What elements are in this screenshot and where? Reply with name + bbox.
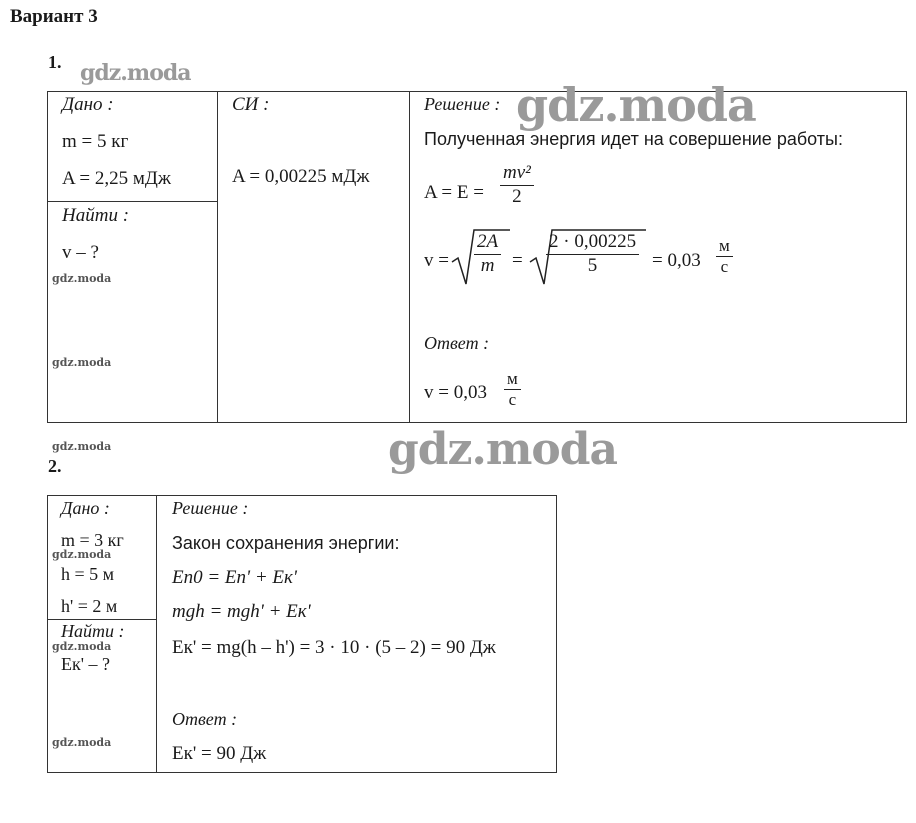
- given-work: A = 2,25 мДж: [62, 168, 171, 189]
- given-height: h = 5 м: [61, 564, 115, 584]
- solution-label: Решение :: [424, 94, 501, 114]
- fraction-denominator: m: [480, 254, 495, 276]
- sqrt-fraction: [474, 231, 501, 278]
- find-velocity: v – ?: [62, 242, 99, 263]
- unit-denominator: с: [720, 257, 729, 277]
- find-kinetic-energy: Eк' – ?: [61, 654, 110, 674]
- watermark-small: gdz.moda: [52, 548, 112, 561]
- fraction-numerator: 2 · 0,00225: [546, 231, 639, 255]
- velocity-result: = 0,03: [652, 250, 701, 271]
- task1-number: 1.: [48, 52, 62, 72]
- fraction-denominator: 2: [512, 185, 522, 207]
- given-mass: m = 5 кг: [62, 131, 129, 152]
- equation-energy-fraction: [500, 162, 534, 209]
- unit-numerator: м: [504, 369, 521, 390]
- given-label: Дано :: [62, 94, 114, 115]
- fraction-numerator: 2A: [474, 231, 501, 255]
- equation-energy: A = E =: [424, 182, 484, 203]
- watermark-logo: gdz.moda: [516, 78, 756, 132]
- fraction-denominator: 5: [587, 254, 598, 276]
- page-title: Вариант 3: [10, 6, 98, 27]
- find-label: Найти :: [62, 205, 130, 226]
- answer-unit: [504, 369, 521, 411]
- watermark-small: gdz.moda: [52, 640, 112, 653]
- task2-divider: [47, 619, 157, 620]
- si-work: A = 0,00225 мДж: [232, 166, 370, 187]
- sqrt-fraction: [546, 231, 639, 278]
- equation-velocity-label: v =: [424, 250, 449, 271]
- given-label: Дано :: [61, 498, 110, 518]
- equation-result: Eк' = mg(h – h') = 3 · 10 · (5 – 2) = 90 Дж: [172, 637, 496, 658]
- answer-label: Ответ :: [424, 333, 490, 353]
- watermark-logo: gdz.moda: [80, 60, 191, 86]
- unit-numerator: м: [716, 236, 733, 257]
- equation-energy-conservation: Eп0 = Eп' + Eк': [172, 567, 297, 588]
- unit-denominator: с: [508, 390, 517, 410]
- solution-text: Полученная энергия идет на совершение работы:: [424, 129, 843, 149]
- equals-sign: =: [512, 250, 523, 271]
- answer-label: Ответ :: [172, 709, 238, 729]
- solution-label: Решение :: [172, 498, 249, 518]
- velocity-unit: [716, 236, 733, 278]
- given-height-final: h' = 2 м: [61, 596, 118, 616]
- task2-number: 2.: [48, 456, 62, 476]
- watermark-small: gdz.moda: [52, 272, 112, 285]
- find-label: Найти :: [61, 621, 125, 641]
- watermark-small: gdz.moda: [52, 356, 112, 369]
- task1-divider: [217, 91, 218, 423]
- fraction-numerator: mv²: [500, 162, 534, 186]
- task1-divider: [409, 91, 410, 423]
- law-text: Закон сохранения энергии:: [172, 533, 400, 553]
- task2-divider: [156, 495, 157, 773]
- si-label: СИ :: [232, 94, 270, 115]
- equation-substituted: mgh = mgh' + Eк': [172, 601, 311, 622]
- watermark-small: gdz.moda: [52, 440, 112, 453]
- answer-value: Eк' = 90 Дж: [172, 743, 267, 764]
- answer-value: v = 0,03: [424, 382, 487, 403]
- watermark-small: gdz.moda: [52, 736, 112, 749]
- task1-divider: [47, 201, 218, 202]
- watermark-logo: gdz.moda: [388, 424, 618, 475]
- given-mass: m = 3 кг: [61, 530, 124, 550]
